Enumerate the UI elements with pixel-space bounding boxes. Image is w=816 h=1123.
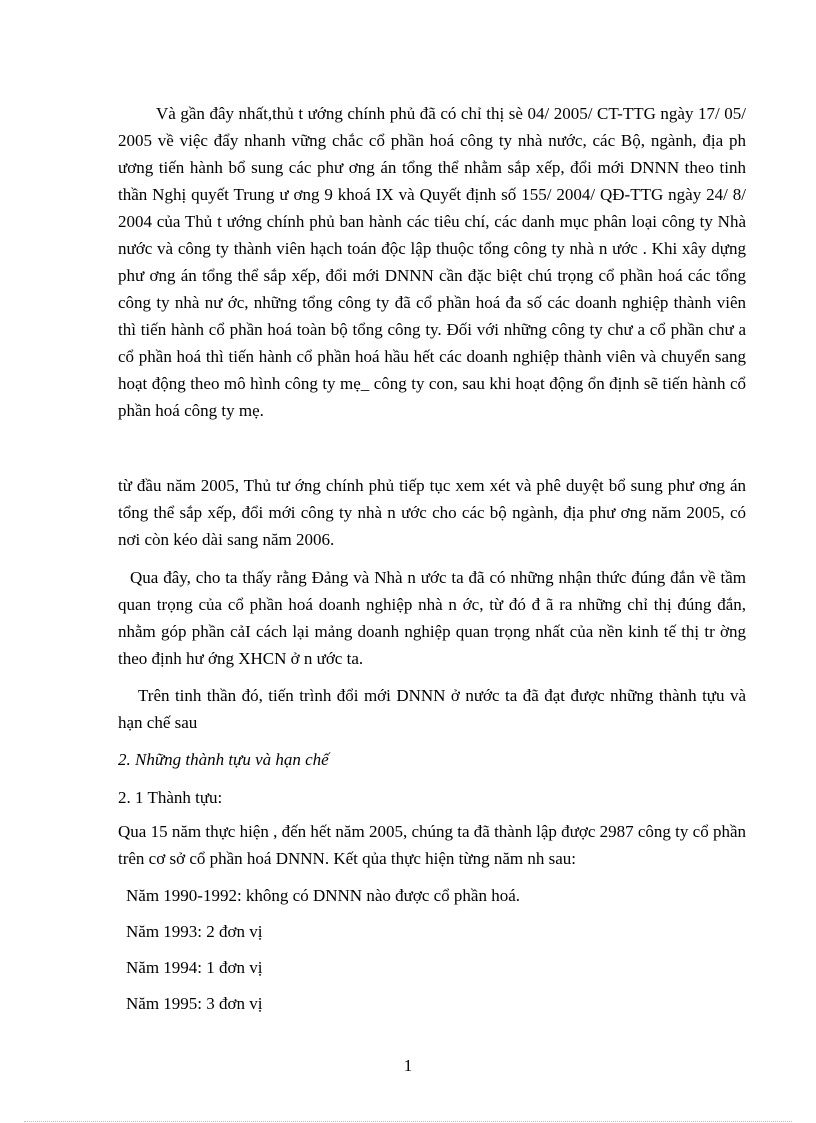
list-item: Năm 1995: 3 đơn vị: [126, 994, 263, 1013]
paragraph-approval: từ đầu năm 2005, Thủ tư ớng chính phủ tiếp tục xem xét và phê duyệt bổ sung phư ơng án tổng thể sắp xếp, đổi mới công ty nhà n ước cho các bộ ngành, địa phư ơng năm 2005, có nơi còn kéo dài sang năm 2006.: [118, 476, 746, 549]
paragraph-results: Qua 15 năm thực hiện , đến hết năm 2005, chúng ta đã thành lập được 2987 công ty cổ phần trên cơ sở cổ phần hoá DNNN. Kết qủa thực hiện từng năm nh sau:: [118, 822, 746, 868]
subsection-heading: 2. 1 Thành tựu:: [118, 788, 223, 807]
page-number: 1: [403, 1056, 413, 1075]
paragraph-transition: Trên tinh thần đó, tiến trình đổi mới DNNN ở nước ta đã đạt được những thành tựu và hạn chế sau: [118, 686, 746, 732]
list-item: Năm 1994: 1 đơn vị: [126, 958, 263, 977]
list-item: Năm 1990-1992: không có DNNN nào được cổ phần hoá.: [126, 886, 521, 905]
paragraph-awareness: Qua đây, cho ta thấy rằng Đảng và Nhà n ước ta đã có những nhận thức đúng đắn về tầm quan trọng của cổ phần hoá doanh nghiệp nhà n ớc, từ đó đ ã ra những chỉ thị đúng đắn, nhằm góp phần cảI cách lại mảng doanh nghiệp quan trọng nhất của nền kinh tế thị tr ờng theo định hư ớng XHCN ở n ước ta.: [118, 568, 746, 668]
page-bottom-rule: [24, 1121, 792, 1122]
section-heading: 2. Những thành tựu và hạn chế: [118, 750, 329, 769]
list-item: Năm 1993: 2 đơn vị: [126, 922, 263, 941]
paragraph-directive: Và gần đây nhất,thủ t ướng chính phủ đã có chỉ thị sè 04/ 2005/ CT-TTG ngày 17/ 05/ 2005 về việc đẩy nhanh vững chắc cổ phần hoá công ty nhà nước, các Bộ, ngành, địa ph ương tiến hành bổ sung các phư ơng án tổng thể nhằm sắp xếp, đổi mới DNNN theo tinh thần Nghị quyết Trung ư ơng 9 khoá IX và Quyết định số 155/ 2004/ QĐ-TTG ngày 24/ 8/ 2004 của Thủ t ướng chính phủ ban hành các tiêu chí, các danh mục phân loại công ty Nhà nước và công ty thành viên hạch toán độc lập thuộc tổng công ty nhà n ước . Khi xây dựng phư ơng án tổng thể sắp xếp, đổi mới DNNN cần đặc biệt chú trọng cổ phần hoá các tổng công ty nhà nư ớc, những tổng công ty đã cổ phần hoá đa số các doanh nghiệp thành viên thì tiến hành cổ phần hoá toàn bộ tổng công ty. Đối với những công ty chư a cổ phần chư a cổ phần hoá thì tiến hành cổ phần hoá hầu hết các doanh nghiệp thành viên và chuyển sang hoạt động theo mô hình công ty mẹ_ công ty con, sau khi hoạt động ổn định sẽ tiến hành cổ phần hoá công ty mẹ.: [118, 104, 746, 420]
